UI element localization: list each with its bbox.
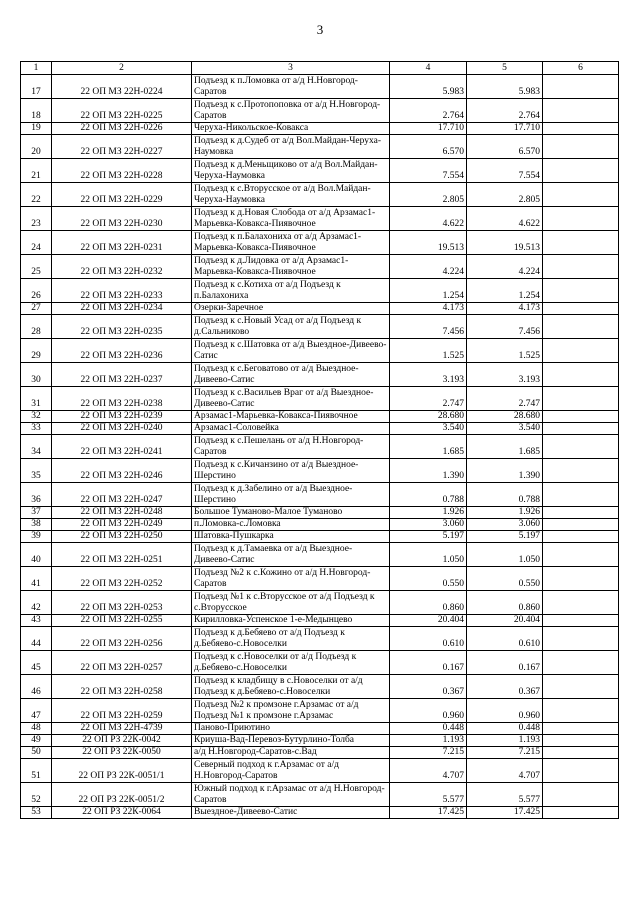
road-code-cell: 22 ОП РЗ 22К-0051/1	[52, 759, 192, 783]
note-cell	[543, 315, 619, 339]
road-name-cell: Паново-Приютино	[192, 723, 390, 735]
length-total-cell: 19.513	[467, 231, 543, 255]
length-total-cell: 4.173	[467, 303, 543, 315]
length-total-cell: 0.448	[467, 723, 543, 735]
length-cell: 4.173	[390, 303, 467, 315]
road-name-cell: Подъезд к кладбищу в с.Новоселки от а/д Подъезд к д.Бебяево-с.Новоселки	[192, 675, 390, 699]
length-total-cell: 17.710	[467, 123, 543, 135]
road-name-cell: Подъезд к с.Вторусское от а/д Вол.Майдан-Черуха-Наумовка	[192, 183, 390, 207]
road-name-cell: Подъезд к с.Протопоповка от а/д Н.Новгород-Саратов	[192, 99, 390, 123]
road-code-cell: 22 ОП МЗ 22Н-0231	[52, 231, 192, 255]
road-code-cell: 22 ОП МЗ 22Н-0241	[52, 435, 192, 459]
road-name-cell: Подъезд к д.Лидовка от а/д Арзамас1-Марьевка-Ковакса-Пиявочное	[192, 255, 390, 279]
road-name-cell: Подъезд к д.Тамаевка от а/д Выездное-Дивеево-Сатис	[192, 543, 390, 567]
note-cell	[543, 627, 619, 651]
road-code-cell: 22 ОП МЗ 22Н-0229	[52, 183, 192, 207]
length-cell: 0.860	[390, 591, 467, 615]
row-number-cell: 26	[21, 279, 52, 303]
row-number-cell: 31	[21, 387, 52, 411]
length-cell: 0.167	[390, 651, 467, 675]
length-total-cell: 1.254	[467, 279, 543, 303]
length-total-cell: 0.788	[467, 483, 543, 507]
length-cell: 2.747	[390, 387, 467, 411]
row-number-cell: 18	[21, 99, 52, 123]
length-cell: 5.197	[390, 531, 467, 543]
length-cell: 1.926	[390, 507, 467, 519]
road-code-cell: 22 ОП МЗ 22Н-0228	[52, 159, 192, 183]
row-number-cell: 42	[21, 591, 52, 615]
road-code-cell: 22 ОП МЗ 22Н-0224	[52, 75, 192, 99]
note-cell	[543, 759, 619, 783]
row-number-cell: 49	[21, 735, 52, 747]
length-cell: 0.367	[390, 675, 467, 699]
road-code-cell: 22 ОП РЗ 22К-0051/2	[52, 783, 192, 807]
column-header: 1	[21, 62, 52, 75]
road-name-cell: Подъезд №2 к с.Кожино от а/д Н.Новгород-Саратов	[192, 567, 390, 591]
road-code-cell: 22 ОП МЗ 22Н-0230	[52, 207, 192, 231]
table-row	[21, 75, 619, 99]
row-number-cell: 23	[21, 207, 52, 231]
length-cell: 0.610	[390, 627, 467, 651]
road-name-cell: Подъезд к с.Кичанзино от а/д Выездное-Шерстино	[192, 459, 390, 483]
length-cell: 19.513	[390, 231, 467, 255]
length-cell: 17.425	[390, 807, 467, 819]
road-code-cell: 22 ОП МЗ 22Н-0259	[52, 699, 192, 723]
row-number-cell: 39	[21, 531, 52, 543]
column-header: 6	[543, 62, 619, 75]
note-cell	[543, 303, 619, 315]
row-number-cell: 37	[21, 507, 52, 519]
road-name-cell: Подъезд №2 к промзоне г.Арзамас от а/д Подъезд №1 к промзоне г.Арзамас	[192, 699, 390, 723]
row-number-cell: 50	[21, 747, 52, 759]
road-name-cell: а/д Н.Новгород-Саратов-с.Вад	[192, 747, 390, 759]
table-row	[21, 699, 619, 723]
note-cell	[543, 159, 619, 183]
row-number-cell: 40	[21, 543, 52, 567]
length-total-cell: 1.525	[467, 339, 543, 363]
length-cell: 17.710	[390, 123, 467, 135]
road-code-cell: 22 ОП МЗ 22Н-0234	[52, 303, 192, 315]
length-total-cell: 4.224	[467, 255, 543, 279]
road-code-cell: 22 ОП МЗ 22Н-0239	[52, 411, 192, 423]
note-cell	[543, 423, 619, 435]
length-total-cell: 17.425	[467, 807, 543, 819]
length-total-cell: 0.167	[467, 651, 543, 675]
length-total-cell: 1.193	[467, 735, 543, 747]
road-code-cell: 22 ОП МЗ 22Н-0227	[52, 135, 192, 159]
length-cell: 7.215	[390, 747, 467, 759]
table-row	[21, 531, 619, 543]
length-total-cell: 3.060	[467, 519, 543, 531]
road-code-cell: 22 ОП МЗ 22Н-0251	[52, 543, 192, 567]
road-name-cell: Подъезд к с.Беговатово от а/д Выездное-Дивеево-Сатис	[192, 363, 390, 387]
table-row	[21, 591, 619, 615]
length-total-cell: 2.764	[467, 99, 543, 123]
note-cell	[543, 615, 619, 627]
note-cell	[543, 483, 619, 507]
note-cell	[543, 411, 619, 423]
road-name-cell: Озерки-Заречное	[192, 303, 390, 315]
length-cell: 2.764	[390, 99, 467, 123]
table-row	[21, 99, 619, 123]
table-row	[21, 759, 619, 783]
table-row	[21, 519, 619, 531]
table-row	[21, 807, 619, 819]
length-cell: 6.570	[390, 135, 467, 159]
road-name-cell: Подъезд к п.Ломовка от а/д Н.Новгород-Саратов	[192, 75, 390, 99]
table-row	[21, 135, 619, 159]
column-header: 2	[52, 62, 192, 75]
note-cell	[543, 99, 619, 123]
road-code-cell: 22 ОП МЗ 22Н-0238	[52, 387, 192, 411]
row-number-cell: 33	[21, 423, 52, 435]
length-total-cell: 0.550	[467, 567, 543, 591]
table-row	[21, 423, 619, 435]
length-total-cell: 3.193	[467, 363, 543, 387]
road-name-cell: Арзамас1-Соловейка	[192, 423, 390, 435]
road-name-cell: Подъезд к д.Судеб от а/д Вол.Майдан-Черуха-Наумовка	[192, 135, 390, 159]
note-cell	[543, 435, 619, 459]
length-cell: 1.685	[390, 435, 467, 459]
length-cell: 7.456	[390, 315, 467, 339]
length-total-cell: 3.540	[467, 423, 543, 435]
row-number-cell: 34	[21, 435, 52, 459]
row-number-cell: 45	[21, 651, 52, 675]
road-code-cell: 22 ОП МЗ 22Н-0232	[52, 255, 192, 279]
length-total-cell: 5.577	[467, 783, 543, 807]
road-name-cell: Черуха-Никольское-Ковакса	[192, 123, 390, 135]
note-cell	[543, 567, 619, 591]
length-cell: 4.622	[390, 207, 467, 231]
length-total-cell: 7.456	[467, 315, 543, 339]
length-total-cell: 5.983	[467, 75, 543, 99]
road-name-cell: Подъезд к п.Балахониха от а/д Арзамас1-Марьевка-Ковакса-Пиявочное	[192, 231, 390, 255]
table-row	[21, 543, 619, 567]
length-total-cell: 7.554	[467, 159, 543, 183]
length-total-cell: 1.685	[467, 435, 543, 459]
table-row	[21, 303, 619, 315]
road-code-cell: 22 ОП МЗ 22Н-0240	[52, 423, 192, 435]
note-cell	[543, 279, 619, 303]
table-row	[21, 483, 619, 507]
row-number-cell: 24	[21, 231, 52, 255]
row-number-cell: 35	[21, 459, 52, 483]
column-header: 5	[467, 62, 543, 75]
road-name-cell: Большое Туманово-Малое Туманово	[192, 507, 390, 519]
road-code-cell: 22 ОП МЗ 22Н-0253	[52, 591, 192, 615]
road-name-cell: Подъезд к с.Новоселки от а/д Подъезд к д.Бебяево-с.Новоселки	[192, 651, 390, 675]
length-total-cell: 20.404	[467, 615, 543, 627]
length-cell: 1.525	[390, 339, 467, 363]
road-name-cell: Криуша-Вад-Перевоз-Бутурлино-Толба	[192, 735, 390, 747]
table-row	[21, 723, 619, 735]
length-total-cell: 1.050	[467, 543, 543, 567]
road-register-table	[20, 61, 619, 819]
note-cell	[543, 123, 619, 135]
road-code-cell: 22 ОП МЗ 22Н-0248	[52, 507, 192, 519]
length-cell: 1.050	[390, 543, 467, 567]
table-row	[21, 567, 619, 591]
row-number-cell: 52	[21, 783, 52, 807]
note-cell	[543, 519, 619, 531]
table-row	[21, 387, 619, 411]
road-name-cell: Подъезд к с.Котиха от а/д Подъезд к п.Балахониха	[192, 279, 390, 303]
road-code-cell: 22 ОП МЗ 22Н-0256	[52, 627, 192, 651]
table-row	[21, 675, 619, 699]
table-row	[21, 315, 619, 339]
road-name-cell: Северный подход к г.Арзамас от а/д Н.Новгород-Саратов	[192, 759, 390, 783]
road-code-cell: 22 ОП МЗ 22Н-0258	[52, 675, 192, 699]
length-total-cell: 2.805	[467, 183, 543, 207]
road-code-cell: 22 ОП МЗ 22Н-0252	[52, 567, 192, 591]
row-number-cell: 46	[21, 675, 52, 699]
row-number-cell: 27	[21, 303, 52, 315]
table-row	[21, 279, 619, 303]
length-cell: 1.254	[390, 279, 467, 303]
length-total-cell: 0.367	[467, 675, 543, 699]
length-cell: 1.193	[390, 735, 467, 747]
road-code-cell: 22 ОП МЗ 22Н-0237	[52, 363, 192, 387]
length-cell: 1.390	[390, 459, 467, 483]
row-number-cell: 38	[21, 519, 52, 531]
road-code-cell: 22 ОП МЗ 22Н-0249	[52, 519, 192, 531]
note-cell	[543, 75, 619, 99]
row-number-cell: 43	[21, 615, 52, 627]
road-code-cell: 22 ОП МЗ 22Н-0255	[52, 615, 192, 627]
note-cell	[543, 723, 619, 735]
row-number-cell: 22	[21, 183, 52, 207]
table-row	[21, 207, 619, 231]
note-cell	[543, 591, 619, 615]
length-total-cell: 0.610	[467, 627, 543, 651]
length-total-cell: 1.390	[467, 459, 543, 483]
road-code-cell: 22 ОП МЗ 22Н-0235	[52, 315, 192, 339]
road-name-cell: Подъезд к с.Новый Усад от а/д Подъезд к д.Сальниково	[192, 315, 390, 339]
row-number-cell: 28	[21, 315, 52, 339]
length-total-cell: 0.960	[467, 699, 543, 723]
length-cell: 0.788	[390, 483, 467, 507]
table-row	[21, 651, 619, 675]
note-cell	[543, 543, 619, 567]
road-name-cell: Подъезд №1 к с.Вторусское от а/д Подъезд к с.Вторусское	[192, 591, 390, 615]
row-number-cell: 47	[21, 699, 52, 723]
length-cell: 0.448	[390, 723, 467, 735]
length-total-cell: 2.747	[467, 387, 543, 411]
length-total-cell: 1.926	[467, 507, 543, 519]
note-cell	[543, 507, 619, 519]
note-cell	[543, 675, 619, 699]
note-cell	[543, 231, 619, 255]
row-number-cell: 29	[21, 339, 52, 363]
length-cell: 0.960	[390, 699, 467, 723]
length-total-cell: 4.622	[467, 207, 543, 231]
column-header: 4	[390, 62, 467, 75]
road-name-cell: Подъезд к д.Бебяево от а/д Подъезд к д.Бебяево-с.Новоселки	[192, 627, 390, 651]
row-number-cell: 48	[21, 723, 52, 735]
length-cell: 0.550	[390, 567, 467, 591]
note-cell	[543, 363, 619, 387]
note-cell	[543, 183, 619, 207]
length-cell: 4.707	[390, 759, 467, 783]
table-row	[21, 255, 619, 279]
table-row	[21, 363, 619, 387]
table-row	[21, 615, 619, 627]
row-number-cell: 36	[21, 483, 52, 507]
note-cell	[543, 459, 619, 483]
note-cell	[543, 387, 619, 411]
note-cell	[543, 735, 619, 747]
road-code-cell: 22 ОП МЗ 22Н-0236	[52, 339, 192, 363]
road-name-cell: Подъезд к д.Забелино от а/д Выездное-Шерстино	[192, 483, 390, 507]
row-number-cell: 53	[21, 807, 52, 819]
table-row	[21, 411, 619, 423]
road-code-cell: 22 ОП МЗ 22Н-4739	[52, 723, 192, 735]
length-cell: 3.193	[390, 363, 467, 387]
row-number-cell: 30	[21, 363, 52, 387]
note-cell	[543, 651, 619, 675]
row-number-cell: 41	[21, 567, 52, 591]
page-number: 3	[316, 22, 324, 37]
road-name-cell: Подъезд к д.Новая Слобода от а/д Арзамас1-Марьевка-Ковакса-Пиявочное	[192, 207, 390, 231]
table-row	[21, 231, 619, 255]
length-cell: 28.680	[390, 411, 467, 423]
table-row	[21, 159, 619, 183]
table-row	[21, 507, 619, 519]
road-code-cell: 22 ОП МЗ 22Н-0246	[52, 459, 192, 483]
road-code-cell: 22 ОП РЗ 22К-0042	[52, 735, 192, 747]
table-row	[21, 339, 619, 363]
row-number-cell: 51	[21, 759, 52, 783]
note-cell	[543, 255, 619, 279]
road-name-cell: Южный подход к г.Арзамас от а/д Н.Новгород-Саратов	[192, 783, 390, 807]
table-row	[21, 735, 619, 747]
row-number-cell: 25	[21, 255, 52, 279]
note-cell	[543, 531, 619, 543]
road-code-cell: 22 ОП МЗ 22Н-0257	[52, 651, 192, 675]
length-cell: 5.983	[390, 75, 467, 99]
length-total-cell: 0.860	[467, 591, 543, 615]
road-name-cell: п.Ломовка-с.Ломовка	[192, 519, 390, 531]
road-code-cell: 22 ОП РЗ 22К-0064	[52, 807, 192, 819]
road-code-cell: 22 ОП МЗ 22Н-0247	[52, 483, 192, 507]
length-total-cell: 5.197	[467, 531, 543, 543]
road-code-cell: 22 ОП МЗ 22Н-0250	[52, 531, 192, 543]
table-row	[21, 627, 619, 651]
table-row	[21, 435, 619, 459]
column-header: 3	[192, 62, 390, 75]
length-total-cell: 6.570	[467, 135, 543, 159]
road-name-cell: Подъезд к с.Васильев Враг от а/д Выездное-Дивеево-Сатис	[192, 387, 390, 411]
road-name-cell: Подъезд к с.Шатовка от а/д Выездное-Дивеево-Сатис	[192, 339, 390, 363]
note-cell	[543, 207, 619, 231]
length-cell: 5.577	[390, 783, 467, 807]
note-cell	[543, 807, 619, 819]
table-row	[21, 123, 619, 135]
note-cell	[543, 339, 619, 363]
length-cell: 4.224	[390, 255, 467, 279]
table-row	[21, 459, 619, 483]
length-cell: 3.540	[390, 423, 467, 435]
table-row	[21, 747, 619, 759]
row-number-cell: 20	[21, 135, 52, 159]
length-cell: 2.805	[390, 183, 467, 207]
road-code-cell: 22 ОП МЗ 22Н-0233	[52, 279, 192, 303]
road-name-cell: Арзамас1-Марьевка-Ковакса-Пиявочное	[192, 411, 390, 423]
row-number-cell: 21	[21, 159, 52, 183]
road-code-cell: 22 ОП МЗ 22Н-0226	[52, 123, 192, 135]
row-number-cell: 19	[21, 123, 52, 135]
note-cell	[543, 699, 619, 723]
note-cell	[543, 783, 619, 807]
length-cell: 7.554	[390, 159, 467, 183]
row-number-cell: 17	[21, 75, 52, 99]
table-row	[21, 783, 619, 807]
length-total-cell: 28.680	[467, 411, 543, 423]
note-cell	[543, 747, 619, 759]
length-cell: 20.404	[390, 615, 467, 627]
row-number-cell: 32	[21, 411, 52, 423]
row-number-cell: 44	[21, 627, 52, 651]
length-total-cell: 7.215	[467, 747, 543, 759]
road-code-cell: 22 ОП РЗ 22К-0050	[52, 747, 192, 759]
road-name-cell: Подъезд к д.Меньщиково от а/д Вол.Майдан-Черуха-Наумовка	[192, 159, 390, 183]
length-total-cell: 4.707	[467, 759, 543, 783]
road-code-cell: 22 ОП МЗ 22Н-0225	[52, 99, 192, 123]
length-cell: 3.060	[390, 519, 467, 531]
road-name-cell: Шатовка-Пушкарка	[192, 531, 390, 543]
road-name-cell: Кирилловка-Успенское 1-е-Медынцево	[192, 615, 390, 627]
table-header-row	[21, 62, 619, 75]
table-row	[21, 183, 619, 207]
note-cell	[543, 135, 619, 159]
road-name-cell: Подъезд к с.Пешелань от а/д Н.Новгород-Саратов	[192, 435, 390, 459]
road-name-cell: Выездное-Дивеево-Сатис	[192, 807, 390, 819]
